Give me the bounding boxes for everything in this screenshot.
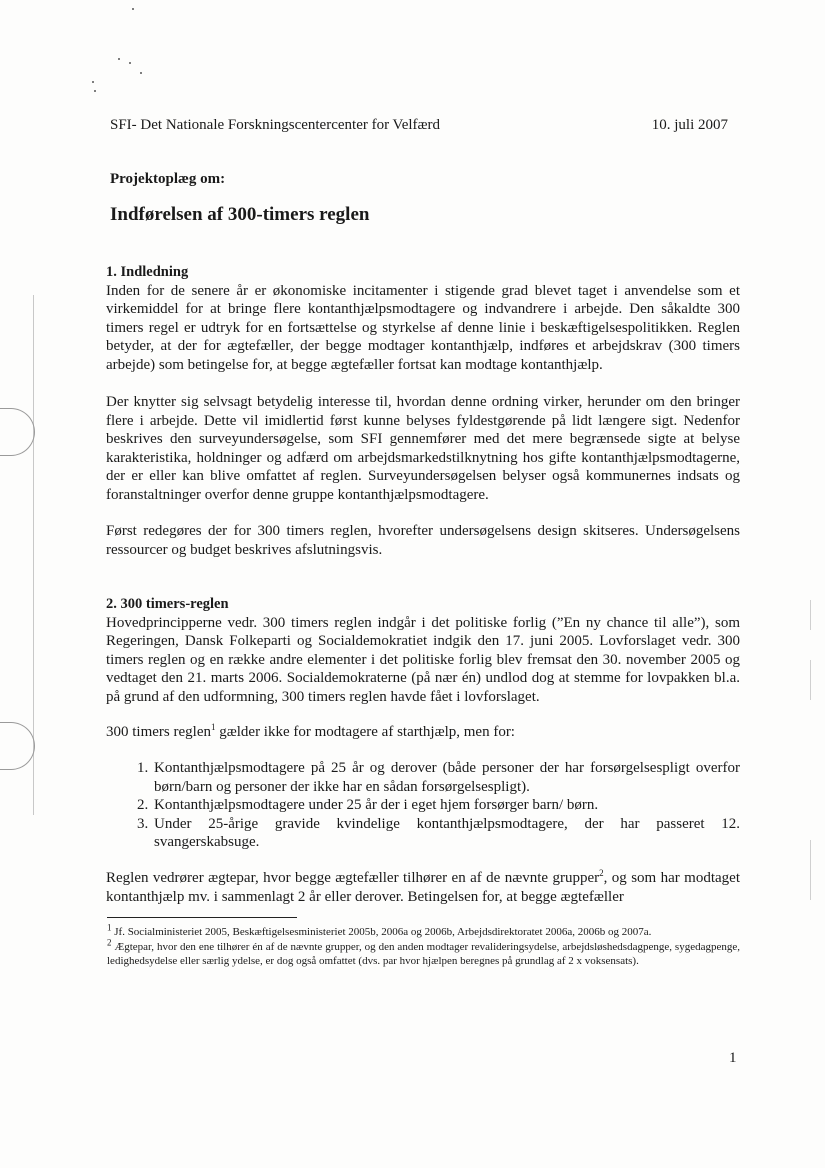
scan-speck	[94, 90, 96, 92]
list-item: 3. Under 25-årige gravide kvindelige kontanthjælpsmodtagere, der har passeret 12. svangerskabsuge.	[152, 815, 740, 852]
text-run: gælder ikke for modtagere af starthjælp, men for:	[215, 724, 515, 740]
scan-speck	[132, 8, 134, 10]
text-run: , og som har modtaget kontanthjælp mv. i sammenlagt 2 år eller derover. Betingelsen for, at begge ægtefæller	[106, 870, 740, 905]
section-indledning	[106, 263, 740, 374]
page-header	[110, 117, 728, 134]
page-number: 1	[729, 1050, 737, 1066]
text-run: 300 timers reglen	[106, 724, 211, 740]
punch-hole	[0, 408, 35, 456]
footnote-text: Ægtepar, hvor den ene tilhører én af de nævnte grupper, og den anden modtager revalideringsydelse, arbejdsløshedsdagpenge, sygedagpenge, ledighedsydelse eller særlig ydelse, er dog også omfattet (dvs. par hvor hjælpen beregnes på grundlag af 2 x voksensats).	[107, 941, 740, 967]
paragraph	[106, 869, 740, 906]
text-run: Reglen vedrører ægtepar, hvor begge ægtefæller tilhører en af de nævnte grupper	[106, 870, 600, 886]
document-title: Indførelsen af 300-timers reglen	[110, 204, 370, 225]
paragraph: Hovedprincipperne vedr. 300 timers reglen indgår i det politiske forlig (”En ny chance til alle”), som Regeringen, Dansk Folkeparti og Socialdemokratiet indgik den 17. juni 2005. Lovforslaget vedr. 300 timers reglen og en række andre elementer i det politiske forlig blev fremsat den 30. november 2005 og vedtaget den 21. marts 2006. Socialdemokraterne (på nær én) undlod dog at stemme for lovpakken bl.a. på grund af den udformning, 300 timers reglen havde fået i lovforslaget.	[106, 614, 740, 705]
conditions-list	[106, 759, 740, 852]
list-intro	[106, 723, 740, 742]
footnote-text: Jf. Socialministeriet 2005, Beskæftigelsesministeriet 2005b, 2006a og 2006b, Arbejdsdirektoratet 2006a, 2006b og 2007a.	[111, 926, 652, 938]
paragraph: Der knytter sig selvsagt betydelig interesse til, hvordan denne ordning virker, herunder om den bringer flere i arbejde. Dette vil imidlertid først kunne belyses fyldestgørende på lidt længere sigt. Nedenfor beskrives den surveyundersøgelse, som SFI gennemfører med det mere begrænsede sigte at belyse karakteristika, holdninger og adfærd om arbejdsmarkedstilknytning hos gifte kontanthjælpsmodtagerne, der er eller kan blive omfattet af reglen. Surveyundersøgelsen belyser også kommunernes indsats og foranstaltninger overfor denne gruppe kontanthjælpsmodtagere.	[106, 394, 740, 503]
scan-edge-mark	[810, 660, 811, 700]
section-heading: 2. 300 timers-reglen	[106, 596, 229, 612]
footnote-reference[interactable]: 2	[599, 868, 604, 878]
footnote-reference[interactable]: 1	[210, 722, 216, 732]
paragraph-block	[106, 393, 740, 504]
footnote-separator	[107, 917, 297, 918]
paragraph	[106, 723, 740, 742]
closing-paragraph	[106, 869, 740, 906]
section-300-timers-reglen	[106, 595, 740, 706]
scan-edge-mark	[810, 600, 811, 630]
section-heading: 1. Indledning	[106, 264, 189, 280]
punch-hole	[0, 722, 35, 770]
footnote-number: 1	[107, 922, 112, 933]
footnote	[107, 922, 740, 939]
project-label: Projektoplæg om:	[110, 171, 226, 187]
list-item: 2. Kontanthjælpsmodtagere under 25 år der i eget hjem forsørger barn/ børn.	[152, 796, 740, 815]
paragraph-block	[106, 522, 740, 559]
scan-speck	[92, 81, 94, 83]
list-item: 1. Kontanthjælpsmodtagere på 25 år og derover (både personer der har forsørgelsespligt overfor børn/barn og personer der ikke har en sådan forsørgelsespligt).	[152, 759, 740, 796]
scan-speck	[140, 72, 142, 74]
footnotes	[107, 922, 740, 969]
scan-speck	[118, 58, 120, 60]
paragraph: Inden for de senere år er økonomiske incitamenter i stigende grad blevet taget i anvendelse som et virkemiddel for at bringe flere kontanthjælpsmodtagere og indvandrere i arbejde. Den såkaldte 300 timers regel er udtryk for en fortsættelse og styrkelse af denne linie i beskæftigelsespolitikken. Reglen betyder, at der for ægtefæller, der begge modtager kontanthjælp, indføres et arbejdskrav (300 timers arbejde) som betingelse for, at begge ægtefæller fortsat kan modtage kontanthjælp.	[106, 282, 740, 373]
organization-name: SFI- Det Nationale Forskningscentercenter for Velfærd	[110, 117, 441, 133]
scan-edge-mark	[810, 840, 811, 900]
document-date: 10. juli 2007	[651, 117, 728, 133]
footnote-number: 2	[107, 937, 112, 948]
scan-speck	[129, 62, 131, 64]
paragraph: Først redegøres der for 300 timers reglen, hvorefter undersøgelsens design skitseres. Undersøgelsens ressourcer og budget beskrives afslutningsvis.	[106, 523, 740, 558]
footnote	[107, 937, 740, 968]
